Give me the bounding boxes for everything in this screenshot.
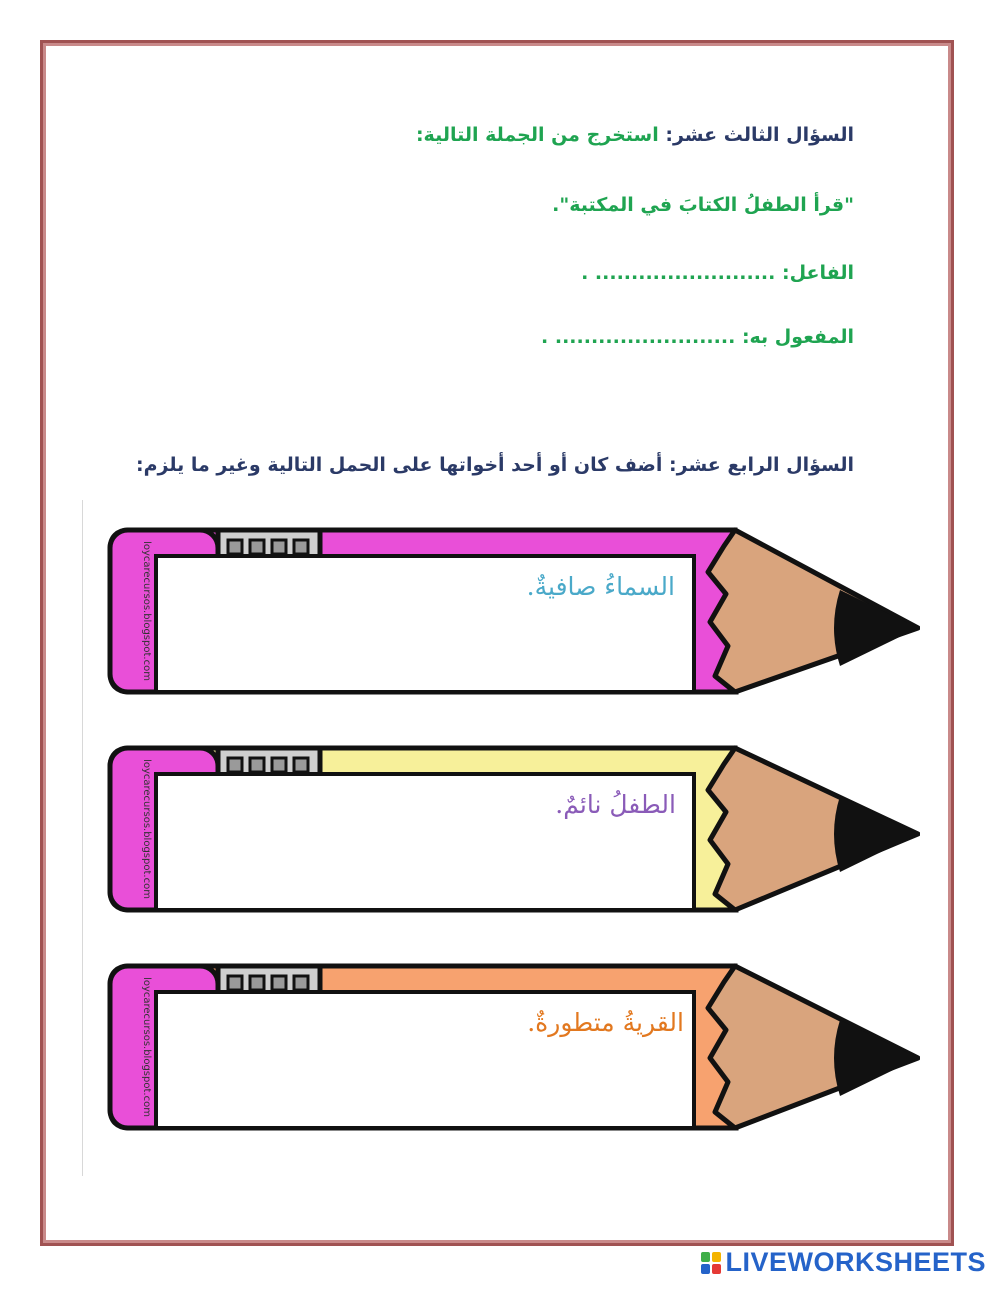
pencil-1-answer-input[interactable] [160, 560, 692, 690]
logo-square-4 [712, 1264, 721, 1274]
liveworksheets-logo-text: LIVEWORKSHEETS [725, 1247, 986, 1277]
logo-square-1 [701, 1252, 710, 1262]
pencil-2-side-text: loycarecursos.blogspot.com [141, 759, 152, 899]
pencil-1-sentence: السماءُ صافيةٌ. [526, 572, 675, 601]
pencil-1 [100, 526, 920, 696]
liveworksheets-logo-icon [701, 1252, 721, 1274]
subject-blank[interactable]: ......................... . [581, 262, 776, 284]
question-14-title: السؤال الرابع عشر: أضف كان أو أحد أخواتها على الحمل التالية وغير ما يلزم: [136, 454, 854, 476]
subject-line [581, 262, 854, 284]
question-13-title [416, 124, 854, 146]
object-line [541, 326, 854, 348]
question-13-number: السؤال الثالث عشر: [665, 124, 854, 146]
pencil-3 [100, 962, 920, 1132]
question-13-sentence: "قرأ الطفلُ الكتابَ في المكتبة". [552, 194, 854, 216]
pencil-3-side-text: loycarecursos.blogspot.com [141, 977, 152, 1117]
object-label: المفعول به: [741, 326, 854, 348]
pencil-3-answer-input[interactable] [160, 996, 692, 1126]
pencil-3-sentence: القريةُ متطورةٌ. [527, 1008, 684, 1037]
subject-label: الفاعل: [782, 262, 854, 284]
pencil-2-answer-input[interactable] [160, 778, 692, 908]
pencil-2-sentence: الطفلُ نائمٌ. [555, 790, 676, 819]
pencil-1-side-text: loycarecursos.blogspot.com [141, 541, 152, 681]
logo-square-2 [712, 1252, 721, 1262]
question-13-instruction: استخرج من الجملة التالية: [415, 124, 659, 146]
object-blank[interactable]: ......................... . [541, 326, 736, 348]
logo-square-3 [701, 1264, 710, 1274]
pencil-2 [100, 744, 920, 914]
liveworksheets-logo[interactable] [701, 1247, 986, 1278]
